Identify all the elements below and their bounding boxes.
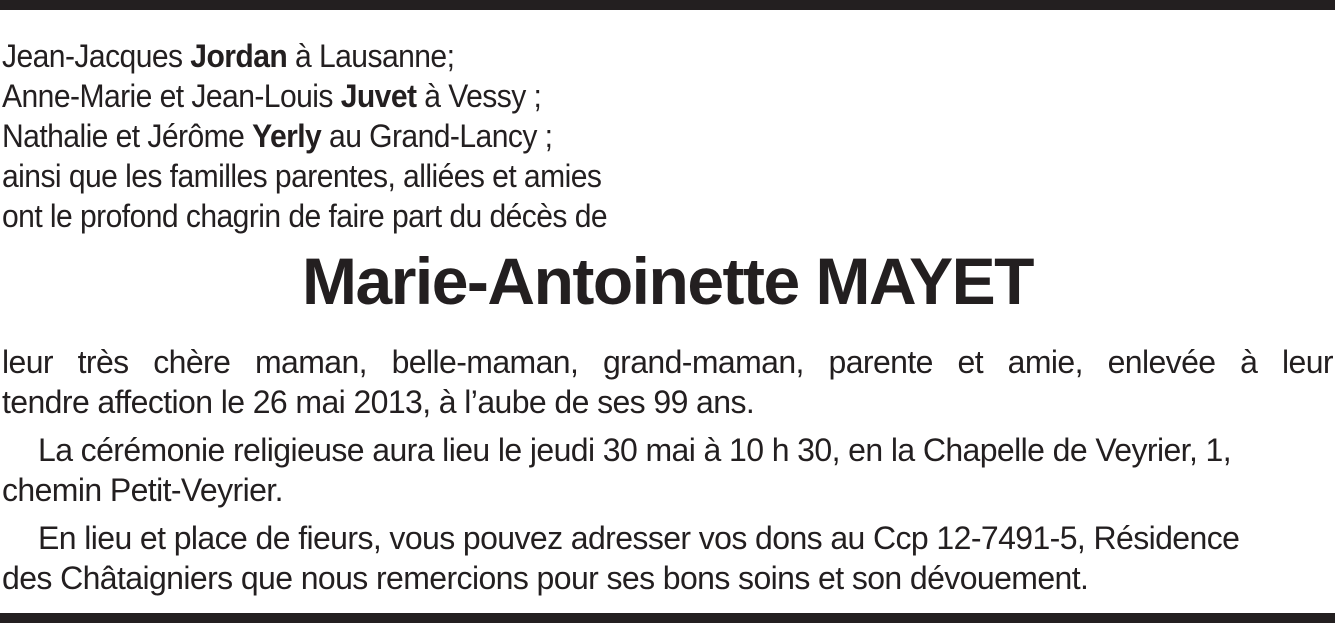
mourners-list bbox=[2, 36, 607, 236]
donation-line-1: En lieu et place de fieurs, vous pouvez adresser vos dons au Ccp 12-7491-5, Résidence bbox=[38, 520, 1240, 556]
top-rule bbox=[0, 0, 1335, 10]
tribute-line-2: tendre affection le 26 mai 2013, à l’aube de ses 99 ans. bbox=[2, 384, 755, 420]
tribute-line-1 bbox=[2, 342, 1333, 382]
donation-paragraph bbox=[2, 518, 1333, 598]
mourner-line bbox=[2, 36, 607, 76]
intro-line: ont le profond chagrin de faire part du décès de bbox=[2, 198, 608, 234]
mourner-text: Anne-Marie et Jean-Louis bbox=[2, 78, 341, 114]
mourner-location: à Vessy ; bbox=[416, 78, 542, 114]
tribute-word: parente bbox=[828, 344, 933, 380]
tribute-word: grand-maman, bbox=[602, 344, 804, 380]
tribute-word: à bbox=[1240, 344, 1258, 380]
bottom-rule bbox=[0, 613, 1335, 623]
ceremony-line-2: chemin Petit-Veyrier. bbox=[2, 472, 283, 508]
tribute-word: enlevée bbox=[1107, 344, 1216, 380]
donation-line-2: des Châtaigniers que nous remercions pour ses bons soins et son dévouement. bbox=[2, 560, 1089, 596]
ceremony-paragraph bbox=[2, 430, 1333, 510]
intro-line: ainsi que les familles parentes, alliées et amies bbox=[2, 158, 602, 194]
tribute-word: très bbox=[77, 344, 129, 380]
mourner-line bbox=[2, 116, 607, 156]
tribute-word: leur bbox=[2, 344, 53, 380]
tribute-word: chère bbox=[153, 344, 231, 380]
mourner-surname: Yerly bbox=[252, 118, 322, 154]
announcement-body bbox=[2, 342, 1333, 606]
tribute-paragraph bbox=[2, 342, 1333, 422]
tribute-word: leur bbox=[1282, 344, 1333, 380]
deceased-name: Marie-Antoinette MAYET bbox=[302, 244, 1033, 318]
ceremony-line-1: La cérémonie religieuse aura lieu le jeudi 30 mai à 10 h 30, en la Chapelle de Veyrier, 1, bbox=[38, 432, 1232, 468]
mourner-text: Nathalie et Jérôme bbox=[2, 118, 253, 154]
mourner-text: Jean-Jacques bbox=[2, 38, 191, 74]
mourner-surname: Juvet bbox=[340, 78, 417, 114]
mourner-surname: Jordan bbox=[190, 38, 288, 74]
mourner-location: à Lausanne; bbox=[287, 38, 455, 74]
tribute-word: amie, bbox=[1007, 344, 1083, 380]
mourner-line bbox=[2, 76, 607, 116]
tribute-word: belle-maman, bbox=[391, 344, 579, 380]
tribute-word: et bbox=[957, 344, 983, 380]
tribute-word: maman, bbox=[254, 344, 367, 380]
mourner-location: au Grand-Lancy ; bbox=[321, 118, 553, 154]
